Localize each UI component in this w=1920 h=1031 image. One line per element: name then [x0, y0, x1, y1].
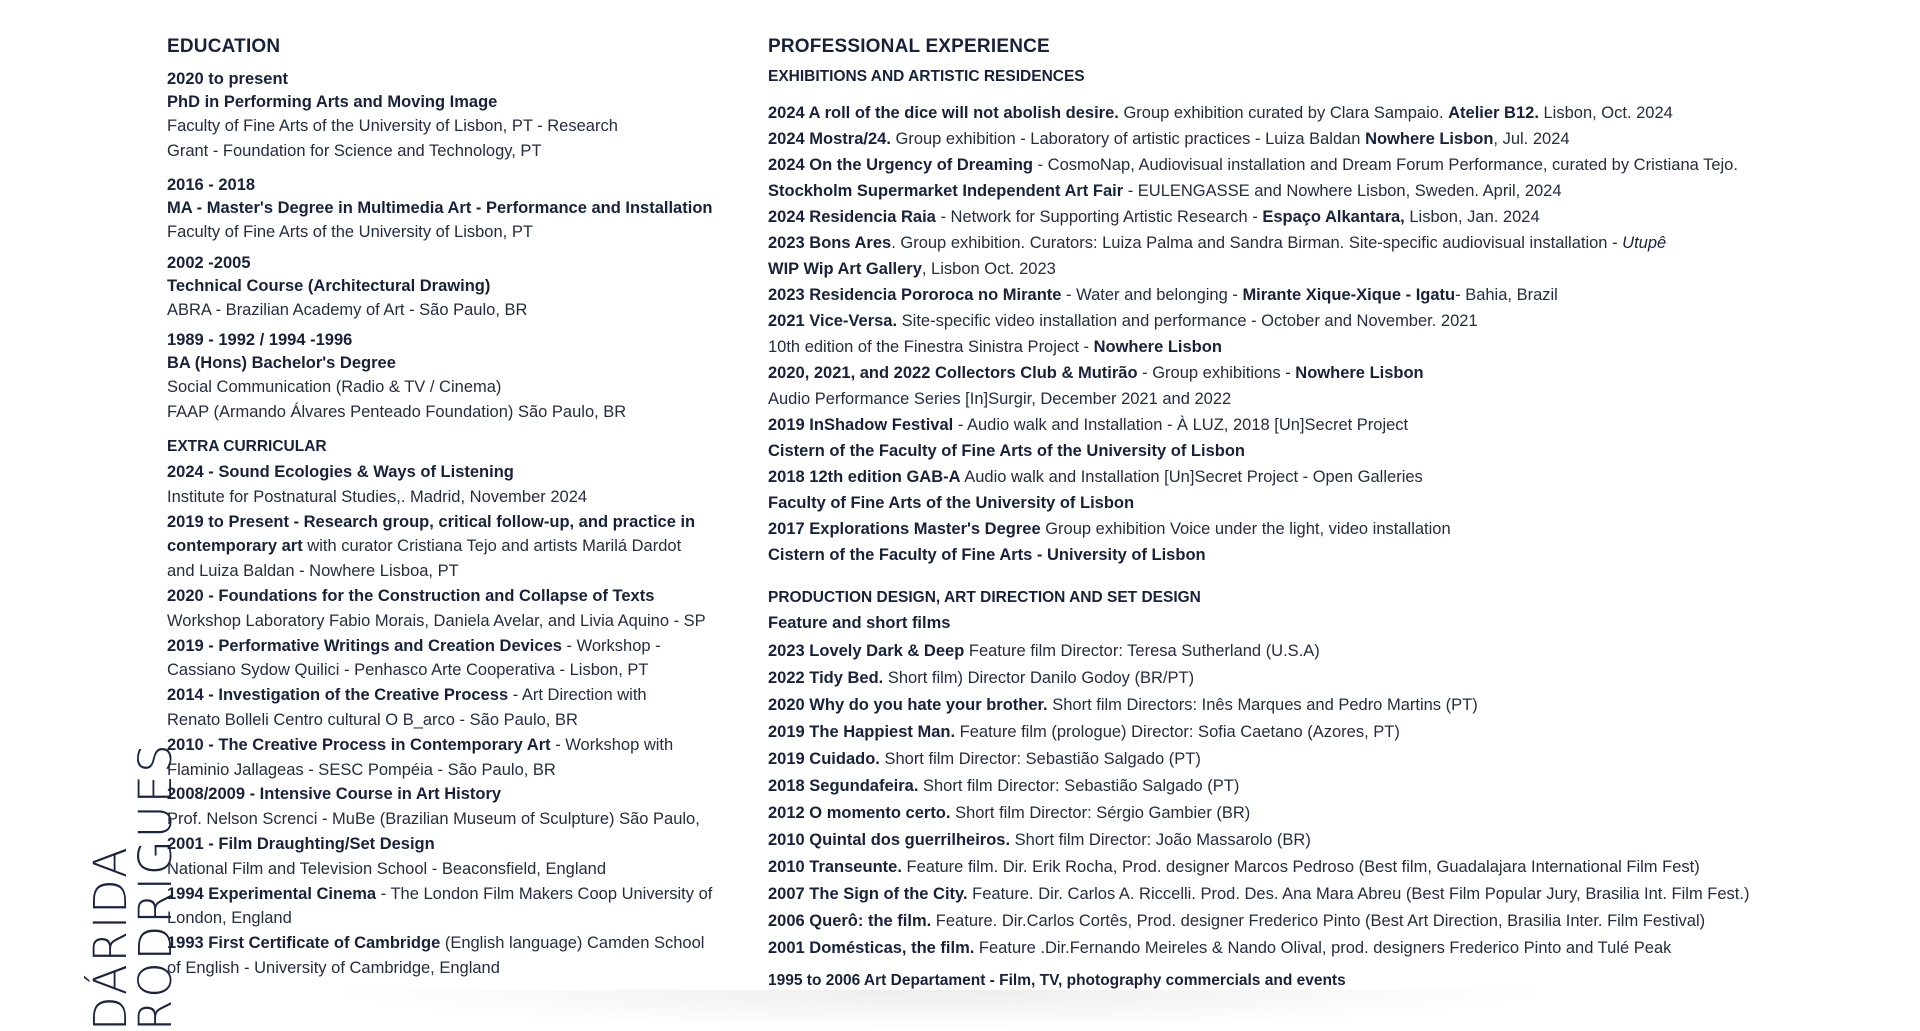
extra-curricular-item: [167, 634, 757, 659]
extra-item-title: 2024 - Sound Ecologies & Ways of Listening: [167, 463, 514, 481]
exhibition-line-segment: Site-specific video installation and performance - October and November. 2021: [897, 312, 1478, 330]
extra-item-detail: Institute for Postnatural Studies,. Madrid, November 2024: [167, 487, 588, 506]
film-line: [768, 935, 1898, 962]
exhibition-line-segment: - EULENGASSE and Nowhere Lisbon, Sweden. April, 2024: [1123, 182, 1562, 200]
exhibition-line-segment: 2018 12th edition GAB-A: [768, 468, 961, 486]
exhibition-line-segment: WIP Wip Art Gallery: [768, 260, 922, 278]
film-line-segment: Short film) Director Danilo Godoy (BR/PT): [883, 669, 1195, 687]
education-date: 2002 -2005: [167, 253, 251, 272]
film-line: [768, 881, 1898, 908]
exhibition-line-segment: Nowhere Lisbon: [1093, 338, 1222, 356]
extra-item-detail: of English - University of Cambridge, England: [167, 958, 500, 977]
film-line: [768, 827, 1898, 854]
exhibition-line-segment: 2024 Mostra/24.: [768, 130, 891, 148]
film-line-segment: Feature film Director: Teresa Sutherland (U.S.A): [964, 642, 1320, 660]
film-line: [768, 665, 1898, 692]
extra-item-title: 2010 - The Creative Process in Contemporary Art: [167, 735, 551, 754]
exhibition-line-segment: Faculty of Fine Arts of the University of Lisbon: [768, 494, 1135, 512]
film-line-segment: 2010 Transeunte.: [768, 858, 902, 876]
films-list: [768, 638, 1898, 962]
exhibition-line-segment: , Jul. 2024: [1493, 130, 1570, 148]
exhibition-line: [768, 230, 1898, 256]
extra-curricular-title: EXTRA CURRICULAR: [167, 438, 327, 455]
film-line: [768, 746, 1898, 773]
education-entry: [167, 329, 757, 424]
education-detail: Faculty of Fine Arts of the University of Lisbon, PT - Research: [167, 117, 618, 135]
extra-item-detail: (English language) Camden School: [440, 934, 705, 953]
exhibition-line-segment: - Audio walk and Installation - À LUZ, 2018 [Un]Secret Project: [953, 416, 1409, 434]
education-title: EDUCATION: [167, 36, 281, 57]
exhibition-line: [768, 282, 1898, 308]
film-line-segment: 2001 Domésticas, the film.: [768, 939, 975, 957]
exhibition-line-segment: , Lisbon Oct. 2023: [921, 260, 1056, 278]
extra-item-title: 2014 - Investigation of the Creative Process: [167, 686, 509, 705]
exhibition-line-segment: - Bahia, Brazil: [1455, 286, 1558, 304]
extra-item-detail: - The London Film Makers Coop University of: [376, 884, 713, 903]
extra-item-detail: Workshop Laboratory Fabio Morais, Daniela Avelar, and Livia Aquino - SP: [167, 611, 706, 630]
exhibitions-title: EXHIBITIONS AND ARTISTIC RESIDENCES: [768, 68, 1085, 85]
education-list: [167, 68, 757, 424]
education-degree: MA - Master's Degree in Multimedia Art - Performance and Installation: [167, 199, 713, 217]
extra-curricular-item: [167, 832, 757, 857]
film-line-segment: Short film Director: Sebastião Salgado (PT): [918, 777, 1240, 795]
extra-curricular-detail: [167, 485, 757, 510]
extra-curricular-item: [167, 510, 757, 535]
exhibition-line: [768, 490, 1898, 516]
production-title: PRODUCTION DESIGN, ART DIRECTION AND SET DESIGN: [768, 589, 1201, 606]
extra-item-title: 2019 - Performative Writings and Creation Devices: [167, 636, 562, 655]
extra-curricular-item: [167, 584, 757, 609]
exhibition-line-segment: 2024 On the Urgency of Dreaming: [768, 156, 1033, 174]
film-line-segment: Feature .Dir.Fernando Meireles & Nando Olival, prod. designers Frederico Pinto and Tulé Peak: [974, 939, 1672, 957]
art-department-line: 1995 to 2006 Art Departament - Film, TV, photography commercials and events: [768, 972, 1346, 989]
extra-curricular-item: [167, 733, 757, 758]
education-detail: Social Communication (Radio & TV / Cinema): [167, 378, 502, 396]
film-line: [768, 773, 1898, 800]
extra-item-detail: Cassiano Sydow Quilici - Penhasco Arte Cooperativa - Lisbon, PT: [167, 661, 649, 680]
exhibition-line: [768, 412, 1898, 438]
exhibition-line-segment: Stockholm Supermarket Independent Art Fair: [768, 182, 1124, 200]
extra-curricular-detail: [167, 609, 757, 634]
exhibition-line-segment: Cistern of the Faculty of Fine Arts - University of Lisbon: [768, 546, 1206, 564]
education-date: 2016 - 2018: [167, 176, 256, 194]
film-line-segment: 2023 Lovely Dark & Deep: [768, 642, 965, 660]
exhibition-line: [768, 178, 1898, 204]
extra-curricular-list: [167, 460, 757, 981]
extra-item-detail: Renato Bolleli Centro cultural O B_arco - São Paulo, BR: [167, 710, 578, 729]
exhibition-line: [768, 516, 1898, 542]
film-line-segment: Short film Directors: Inês Marques and Pedro Martins (PT): [1047, 696, 1478, 714]
exhibition-line-segment: Group exhibition - Laboratory of artistic practices - Luiza Baldan: [890, 130, 1366, 148]
exhibition-line-segment: 2021 Vice-Versa.: [768, 312, 898, 330]
education-detail: Faculty of Fine Arts of the University of Lisbon, PT: [167, 223, 533, 241]
film-line: [768, 719, 1898, 746]
education-degree: PhD in Performing Arts and Moving Image: [167, 93, 498, 111]
extra-item-detail: Flaminio Jallageas - SESC Pompéia - São Paulo, BR: [167, 760, 556, 779]
education-entry: [167, 252, 757, 323]
extra-curricular-detail: [167, 857, 757, 882]
extra-item-title: 2008/2009 - Intensive Course in Art History: [167, 785, 502, 804]
exhibition-line-segment: 2024 Residencia Raia: [768, 208, 936, 226]
exhibition-line-segment: - Group exhibitions -: [1137, 364, 1296, 382]
film-line: [768, 800, 1898, 827]
exhibitions-list: [768, 100, 1898, 568]
extra-item-detail: Prof. Nelson Screnci - MuBe (Brazilian Museum of Sculpture) São Paulo,: [167, 810, 700, 829]
exhibition-line-segment: Nowhere Lisbon: [1295, 364, 1424, 382]
exhibition-line-segment: Audio Performance Series [In]Surgir, December 2021 and 2022: [768, 390, 1232, 408]
extra-item-detail: - Workshop -: [561, 636, 661, 655]
extra-curricular-item: [167, 683, 757, 708]
extra-item-detail: - Workshop with: [550, 735, 674, 754]
education-entry: [167, 174, 757, 245]
education-date: 2020 to present: [167, 70, 289, 88]
extra-item-detail: London, England: [167, 909, 292, 928]
film-line-segment: Short film Director: Sebastião Salgado (PT): [879, 750, 1201, 768]
exhibition-line: [768, 256, 1898, 282]
film-line-segment: Short film Director: Sérgio Gambier (BR): [950, 804, 1251, 822]
exhibition-line-segment: 2019 InShadow Festival: [768, 416, 954, 434]
extra-item-detail: - Art Direction with: [508, 686, 647, 705]
page-shadow: [320, 990, 1560, 1030]
exhibition-line-segment: Lisbon, Oct. 2024: [1538, 104, 1673, 122]
exhibition-line: [768, 360, 1898, 386]
extra-curricular-detail: [167, 658, 757, 683]
exhibition-line: [768, 438, 1898, 464]
film-line-segment: Short film Director: João Massarolo (BR): [1010, 831, 1311, 849]
film-line-segment: 2020 Why do you hate your brother.: [768, 696, 1048, 714]
extra-curricular-detail: [167, 758, 757, 783]
exhibition-line-segment: 2024 A roll of the dice will not abolish desire.: [768, 104, 1119, 122]
exhibition-line: [768, 100, 1898, 126]
exhibition-line-segment: Utupê: [1622, 234, 1667, 252]
film-line: [768, 908, 1898, 935]
extra-item-title: 1993 First Certificate of Cambridge: [167, 934, 441, 953]
exhibition-line-segment: 10th edition of the Finestra Sinistra Project -: [768, 338, 1094, 356]
extra-curricular-item: [167, 460, 757, 485]
exhibition-line: [768, 308, 1898, 334]
exhibition-line-segment: Nowhere Lisbon: [1365, 130, 1494, 148]
film-line-segment: Feature. Dir. Carlos A. Riccelli. Prod. Des. Ana Mara Abreu (Best Film Popular Jury, Brasilia Int. Film Fest.): [967, 885, 1750, 903]
exhibition-line-segment: - Network for Supporting Artistic Research -: [935, 208, 1263, 226]
exhibition-line-segment: 2023 Residencia Pororoca no Mirante: [768, 286, 1062, 304]
film-line-segment: Feature film. Dir. Erik Rocha, Prod. designer Marcos Pedroso (Best film, Guadalajara International Film Fest): [901, 858, 1700, 876]
film-line-segment: Feature film (prologue) Director: Sofia Caetano (Azores, PT): [955, 723, 1400, 741]
professional-column: [768, 36, 1898, 994]
film-line-segment: 2022 Tidy Bed.: [768, 669, 884, 687]
exhibition-line: [768, 334, 1898, 360]
film-line-segment: 2007 The Sign of the City.: [768, 885, 968, 903]
film-line: [768, 692, 1898, 719]
exhibition-line-segment: Audio walk and Installation [Un]Secret Project - Open Galleries: [960, 468, 1423, 486]
exhibition-line-segment: Group exhibition Voice under the light, video installation: [1040, 520, 1451, 538]
film-line-segment: 2010 Quintal dos guerrilheiros.: [768, 831, 1011, 849]
exhibition-line-segment: - CosmoNap, Audiovisual installation and Dream Forum Performance, curated by Cristiana Tejo.: [1033, 156, 1738, 174]
exhibition-line-segment: 2020, 2021, and 2022 Collectors Club & Mutirão: [768, 364, 1138, 382]
exhibition-line: [768, 386, 1898, 412]
exhibition-line-segment: 2017 Explorations Master's Degree: [768, 520, 1041, 538]
exhibition-line-segment: Group exhibition curated by Clara Sampaio.: [1118, 104, 1449, 122]
extra-curricular-detail: [167, 906, 757, 931]
exhibition-line-segment: Espaço Alkantara,: [1262, 208, 1405, 226]
extra-item-detail: with curator Cristiana Tejo and artists Marilá Dardot: [302, 537, 682, 556]
education-detail: Grant - Foundation for Science and Technology, PT: [167, 141, 542, 160]
exhibition-line: [768, 126, 1898, 152]
exhibition-line: [768, 464, 1898, 490]
education-date: 1989 - 1992 / 1994 -1996: [167, 331, 353, 349]
extra-curricular-detail: [167, 559, 757, 584]
exhibition-line-segment: Mirante Xique-Xique - Igatu: [1242, 286, 1456, 304]
extra-curricular-item: [167, 931, 757, 956]
film-line-segment: Feature. Dir.Carlos Cortês, Prod. designer Frederico Pinto (Best Art Direction, Brasilia Inter. Film Festival): [931, 912, 1706, 930]
exhibition-line: [768, 204, 1898, 230]
professional-title: PROFESSIONAL EXPERIENCE: [768, 36, 1050, 57]
extra-curricular-item: [167, 882, 757, 907]
education-column: [167, 36, 757, 981]
film-line-segment: 2012 O momento certo.: [768, 804, 951, 822]
production-subtitle: Feature and short films: [768, 614, 951, 632]
film-line: [768, 638, 1898, 665]
education-detail: FAAP (Armando Álvares Penteado Foundation) São Paulo, BR: [167, 402, 627, 421]
exhibition-line-segment: Atelier B12.: [1448, 104, 1539, 122]
exhibition-line: [768, 152, 1898, 178]
extra-item-detail: National Film and Television School - Beaconsfield, England: [167, 859, 607, 878]
extra-item-title: contemporary art: [167, 537, 303, 556]
extra-item-title: 2001 - Film Draughting/Set Design: [167, 834, 435, 853]
vertical-name: DÁRIDA RODRIGUES: [84, 742, 182, 1031]
film-line: [768, 854, 1898, 881]
extra-item-detail: and Luiza Baldan - Nowhere Lisboa, PT: [167, 562, 459, 581]
extra-curricular-item: [167, 782, 757, 807]
extra-curricular-detail: [167, 956, 757, 981]
extra-item-title: 2019 to Present - Research group, critical follow-up, and practice in: [167, 512, 696, 531]
exhibition-line-segment: - Water and belonging -: [1061, 286, 1243, 304]
exhibition-line-segment: Lisbon, Jan. 2024: [1404, 208, 1540, 226]
education-degree: BA (Hons) Bachelor's Degree: [167, 354, 396, 372]
film-line-segment: 2019 The Happiest Man.: [768, 723, 956, 741]
education-detail: ABRA - Brazilian Academy of Art - São Paulo, BR: [167, 300, 528, 319]
extra-curricular-detail: [167, 807, 757, 832]
exhibition-line-segment: Cistern of the Faculty of Fine Arts of the University of Lisbon: [768, 442, 1246, 460]
film-line-segment: 2006 Querô: the film.: [768, 912, 932, 930]
extra-curricular-detail: [167, 708, 757, 733]
extra-item-title: 2020 - Foundations for the Construction and Collapse of Texts: [167, 586, 655, 605]
exhibition-line: [768, 542, 1898, 568]
exhibition-line-segment: 2023 Bons Ares: [768, 234, 892, 252]
education-degree: Technical Course (Architectural Drawing): [167, 276, 491, 295]
education-entry: [167, 68, 757, 163]
film-line-segment: 2018 Segundafeira.: [768, 777, 919, 795]
film-line-segment: 2019 Cuidado.: [768, 750, 880, 768]
exhibition-line-segment: . Group exhibition. Curators: Luiza Palma and Sandra Birman. Site-specific audiovisual installation -: [891, 234, 1623, 252]
extra-curricular-item: [167, 534, 757, 559]
extra-item-title: 1994 Experimental Cinema: [167, 884, 377, 903]
